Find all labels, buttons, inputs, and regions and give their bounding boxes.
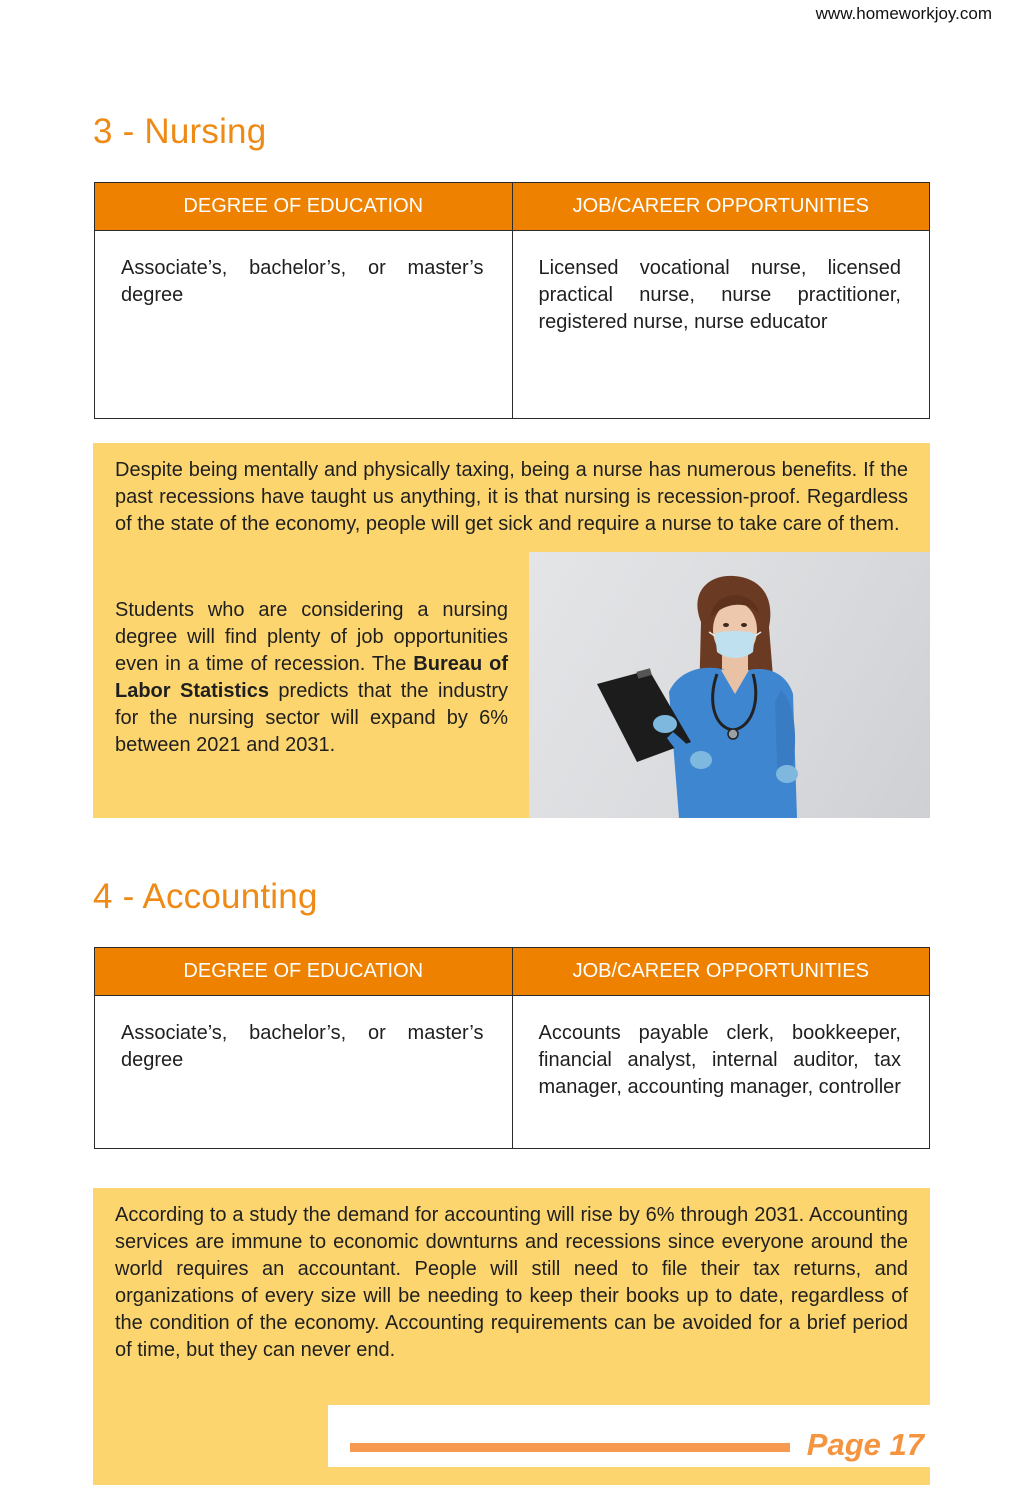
nursing-section-title: 3 - Nursing: [93, 112, 267, 151]
degree-cell: Associate’s, bachelor’s, or master’s degree: [95, 996, 513, 1149]
nurse-with-clipboard-photo: [529, 552, 930, 818]
nursing-paragraph-1: Despite being mentally and physically taxing, being a nurse has numerous benefits. If the past recessions have taught us anything, it is that nursing is recession-proof. Regardless of the state of the economy, people will get sick and require a nurse to take care of them.: [115, 459, 908, 535]
nursing-career-table: [94, 182, 930, 419]
paragraph-text: Students who are considering a nursing degree will find plenty of job opportunities even in a time of recession. The: [115, 599, 508, 675]
site-url[interactable]: www.homeworkjoy.com: [815, 4, 992, 23]
degree-column-header: DEGREE OF EDUCATION: [95, 948, 513, 996]
accounting-career-table: [94, 947, 930, 1149]
page-number: Page 17: [806, 1427, 924, 1462]
table-header-row: [95, 948, 930, 996]
footer-accent-bar: [350, 1443, 790, 1452]
paragraph-text: predicts that the industry for the nursing sector will expand by 6% between 2021 and 2031.: [115, 680, 509, 756]
table-row: [95, 996, 930, 1149]
table-header-row: [95, 183, 930, 231]
accounting-paragraph: According to a study the demand for accounting will rise by 6% through 2031. Accounting services are immune to economic downturns and recessions since everyone around the world requires an accountant. People will still need to file their tax returns, and organizations of every size will be needing to keep their books up to date, regardless of the condition of the economy. Accounting requirements can be avoided for a brief period of time, but they can never end.: [115, 1204, 908, 1361]
jobs-cell: Licensed vocational nurse, licensed practical nurse, nurse practitioner, registered nurse, nurse educator: [512, 231, 930, 419]
nursing-paragraph-2: [115, 597, 508, 759]
jobs-column-header: JOB/CAREER OPPORTUNITIES: [512, 948, 930, 996]
accounting-section-title: 4 - Accounting: [93, 877, 318, 916]
jobs-cell: Accounts payable clerk, bookkeeper, financial analyst, internal auditor, tax manager, accounting manager, controller: [512, 996, 930, 1149]
jobs-column-header: JOB/CAREER OPPORTUNITIES: [512, 183, 930, 231]
bls-bold-text: Bureau of Labor Statistics: [115, 653, 509, 702]
nurse-illustration: [529, 552, 930, 818]
degree-column-header: DEGREE OF EDUCATION: [95, 183, 513, 231]
page-footer: [328, 1405, 930, 1467]
degree-cell: Associate’s, bachelor’s, or master’s degree: [95, 231, 513, 419]
table-row: [95, 231, 930, 419]
